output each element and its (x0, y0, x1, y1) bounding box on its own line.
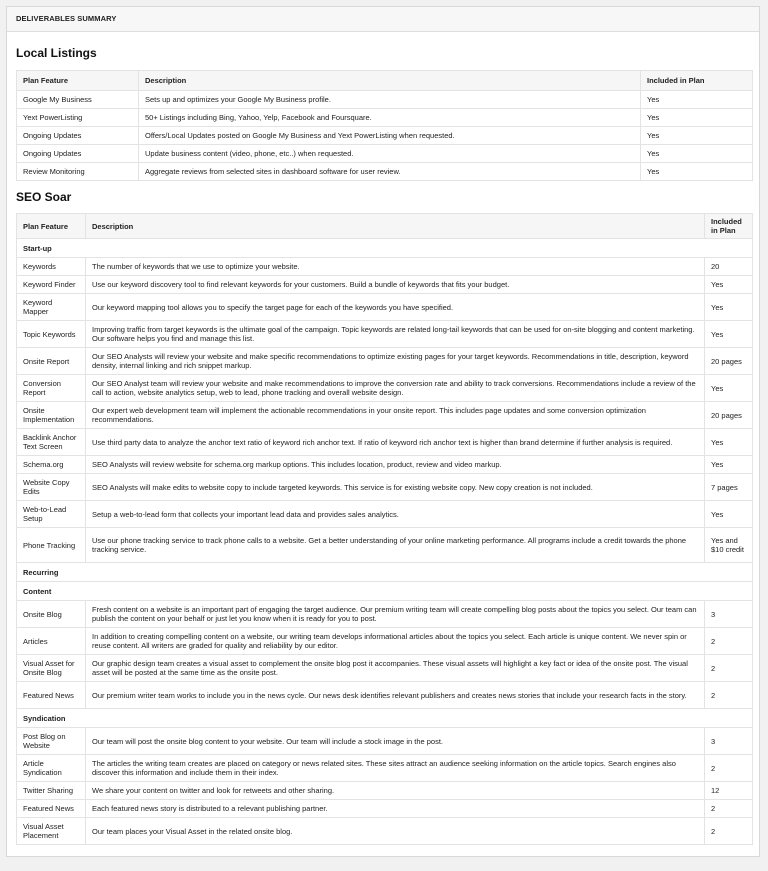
table-row (17, 728, 753, 755)
table-cell: Yes (705, 429, 753, 456)
table-row (17, 109, 753, 127)
table-cell: Website Copy Edits (17, 474, 86, 501)
table-cell: Yes (641, 163, 753, 181)
column-header: Plan Feature (17, 214, 86, 239)
table-row (17, 321, 753, 348)
table-cell: Review Monitoring (17, 163, 139, 181)
table-cell: Our keyword mapping tool allows you to specify the target page for each of the keywords you have specified. (86, 294, 705, 321)
table-cell: Onsite Report (17, 348, 86, 375)
table-cell: Yes (705, 294, 753, 321)
table-cell: Onsite Implementation (17, 402, 86, 429)
group-row (17, 239, 753, 258)
table-cell: Keyword Finder (17, 276, 86, 294)
table-cell: Yes (705, 276, 753, 294)
table-row (17, 375, 753, 402)
table-row (17, 429, 753, 456)
seo-soar-table (16, 213, 753, 845)
table-cell: 20 pages (705, 348, 753, 375)
column-header: Included in Plan (705, 214, 753, 239)
table-cell: 3 (705, 728, 753, 755)
table-cell: Use our phone tracking service to track phone calls to a website. Get a better understanding of your online marketing performance. All programs include a credit towards the phone tracking service. (86, 528, 705, 563)
table-cell: Our expert web development team will implement the actionable recommendations in your onsite report. This includes page updates and some conversion optimization recommendations. (86, 402, 705, 429)
column-header: Included in Plan (641, 71, 753, 91)
table-cell: The number of keywords that we use to optimize your website. (86, 258, 705, 276)
table-row (17, 682, 753, 709)
table-cell: Improving traffic from target keywords is the ultimate goal of the campaign. Topic keywords are related long-tail keywords that can be used for on-site blogging and content marketing. Our software helps you find and manage this list. (86, 321, 705, 348)
table-cell: Conversion Report (17, 375, 86, 402)
table-cell: Yes (641, 145, 753, 163)
table-cell: Fresh content on a website is an important part of engaging the target audience. Our premium writing team will create compelling blog posts about the topics you select. Our team can publish the content on your behalf or just let you know when it is ready for you to post. (86, 601, 705, 628)
table-cell: Yes (705, 456, 753, 474)
table-cell: 50+ Listings including Bing, Yahoo, Yelp, Facebook and Foursquare. (139, 109, 641, 127)
table-cell: Sets up and optimizes your Google My Business profile. (139, 91, 641, 109)
group-label: Syndication (17, 709, 753, 728)
table-row (17, 258, 753, 276)
table-row (17, 501, 753, 528)
table-cell: Yes (705, 321, 753, 348)
table-row (17, 800, 753, 818)
table-header-row (17, 71, 753, 91)
table-cell: Offers/Local Updates posted on Google My Business and Yext PowerListing when requested. (139, 127, 641, 145)
table-row (17, 655, 753, 682)
table-row (17, 348, 753, 375)
table-cell: Our team will post the onsite blog content to your website. Our team will include a stock image in the post. (86, 728, 705, 755)
table-cell: Update business content (video, phone, etc..) when requested. (139, 145, 641, 163)
table-cell: Aggregate reviews from selected sites in dashboard software for user review. (139, 163, 641, 181)
table-cell: 2 (705, 755, 753, 782)
table-cell: Visual Asset for Onsite Blog (17, 655, 86, 682)
table-cell: Onsite Blog (17, 601, 86, 628)
group-label: Recurring (17, 563, 753, 582)
table-cell: Yes (641, 91, 753, 109)
table-cell: Backlink Anchor Text Screen (17, 429, 86, 456)
group-label: Content (17, 582, 753, 601)
table-cell: Ongoing Updates (17, 145, 139, 163)
table-cell: 2 (705, 800, 753, 818)
deliverables-panel (6, 6, 760, 857)
table-cell: Our premium writer team works to include you in the news cycle. Our news desk identifies relevant publishers and creates news stories that include your research facts in the story. (86, 682, 705, 709)
table-row (17, 601, 753, 628)
table-cell: Use our keyword discovery tool to find relevant keywords for your customers. Build a bundle of keywords that fits your budget. (86, 276, 705, 294)
table-row (17, 474, 753, 501)
table-cell: Yes (641, 127, 753, 145)
table-cell: Yes (705, 501, 753, 528)
group-row (17, 563, 753, 582)
table-cell: Our team places your Visual Asset in the related onsite blog. (86, 818, 705, 845)
table-row (17, 528, 753, 563)
table-cell: Twitter Sharing (17, 782, 86, 800)
table-cell: 20 (705, 258, 753, 276)
table-cell: Articles (17, 628, 86, 655)
table-row (17, 755, 753, 782)
table-cell: 12 (705, 782, 753, 800)
table-cell: 2 (705, 628, 753, 655)
table-cell: Yext PowerListing (17, 109, 139, 127)
table-cell: Keywords (17, 258, 86, 276)
table-row (17, 91, 753, 109)
column-header: Description (86, 214, 705, 239)
group-row (17, 582, 753, 601)
panel-header: DELIVERABLES SUMMARY (7, 7, 759, 32)
table-cell: Google My Business (17, 91, 139, 109)
group-row (17, 709, 753, 728)
table-cell: Phone Tracking (17, 528, 86, 563)
local-listings-table (16, 70, 753, 181)
table-cell: Our SEO Analysts will review your website and make specific recommendations to optimize existing pages for your target keywords. Recommendations in title, description, keyword density, internal linking and rich snippet markup. (86, 348, 705, 375)
table-cell: 2 (705, 682, 753, 709)
table-cell: Post Blog on Website (17, 728, 86, 755)
table-cell: Ongoing Updates (17, 127, 139, 145)
table-cell: Keyword Mapper (17, 294, 86, 321)
table-cell: 3 (705, 601, 753, 628)
table-cell: Web-to-Lead Setup (17, 501, 86, 528)
table-cell: SEO Analysts will review website for schema.org markup options. This includes location, product, review and video markup. (86, 456, 705, 474)
table-cell: Article Syndication (17, 755, 86, 782)
table-row (17, 782, 753, 800)
table-cell: Each featured news story is distributed to a relevant publishing partner. (86, 800, 705, 818)
table-cell: 2 (705, 655, 753, 682)
table-cell: SEO Analysts will make edits to website copy to include targeted keywords. This service is for existing website copy. New copy creation is not included. (86, 474, 705, 501)
table-header-row (17, 214, 753, 239)
table-cell: Setup a web-to-lead form that collects your important lead data and provides sales analytics. (86, 501, 705, 528)
table-row (17, 145, 753, 163)
table-row (17, 402, 753, 429)
table-cell: The articles the writing team creates are placed on category or news related sites. These sites attract an audience seeking information on the article topics. Search engines also discover this information and include them in their index. (86, 755, 705, 782)
table-cell: Yes and $10 credit (705, 528, 753, 563)
table-cell: Featured News (17, 800, 86, 818)
table-cell: Our graphic design team creates a visual asset to complement the onsite blog post it accompanies. These visual assets will highlight a key fact or idea of the onsite post. The visual asset will be posted at the same time as the onsite post. (86, 655, 705, 682)
table-cell: 20 pages (705, 402, 753, 429)
table-row (17, 456, 753, 474)
table-row (17, 294, 753, 321)
column-header: Description (139, 71, 641, 91)
table-row (17, 127, 753, 145)
seo-soar-title: SEO Soar (16, 190, 72, 204)
table-cell: Topic Keywords (17, 321, 86, 348)
group-label: Start-up (17, 239, 753, 258)
table-cell: 2 (705, 818, 753, 845)
table-row (17, 276, 753, 294)
table-cell: Featured News (17, 682, 86, 709)
table-cell: 7 pages (705, 474, 753, 501)
column-header: Plan Feature (17, 71, 139, 91)
table-cell: Use third party data to analyze the anchor text ratio of keyword rich anchor text. If ratio of keyword rich anchor text is higher than brand determine if further analysis is required. (86, 429, 705, 456)
table-row (17, 628, 753, 655)
table-cell: Our SEO Analyst team will review your website and make recommendations to improve the conversion rate and ability to track conversions. Recommendations include a review of the call to action, website analytics setup, web to lead, phone tracking and overall website design. (86, 375, 705, 402)
table-row (17, 163, 753, 181)
local-listings-title: Local Listings (16, 46, 97, 60)
table-cell: Visual Asset Placement (17, 818, 86, 845)
table-row (17, 818, 753, 845)
table-cell: In addition to creating compelling content on a website, our writing team develops informational articles about the topics you select. Each article is unique content. We never spin or reuse content. All writers are graded for quality and reliability by our editor. (86, 628, 705, 655)
table-cell: We share your content on twitter and look for retweets and other sharing. (86, 782, 705, 800)
table-cell: Schema.org (17, 456, 86, 474)
table-cell: Yes (705, 375, 753, 402)
table-cell: Yes (641, 109, 753, 127)
